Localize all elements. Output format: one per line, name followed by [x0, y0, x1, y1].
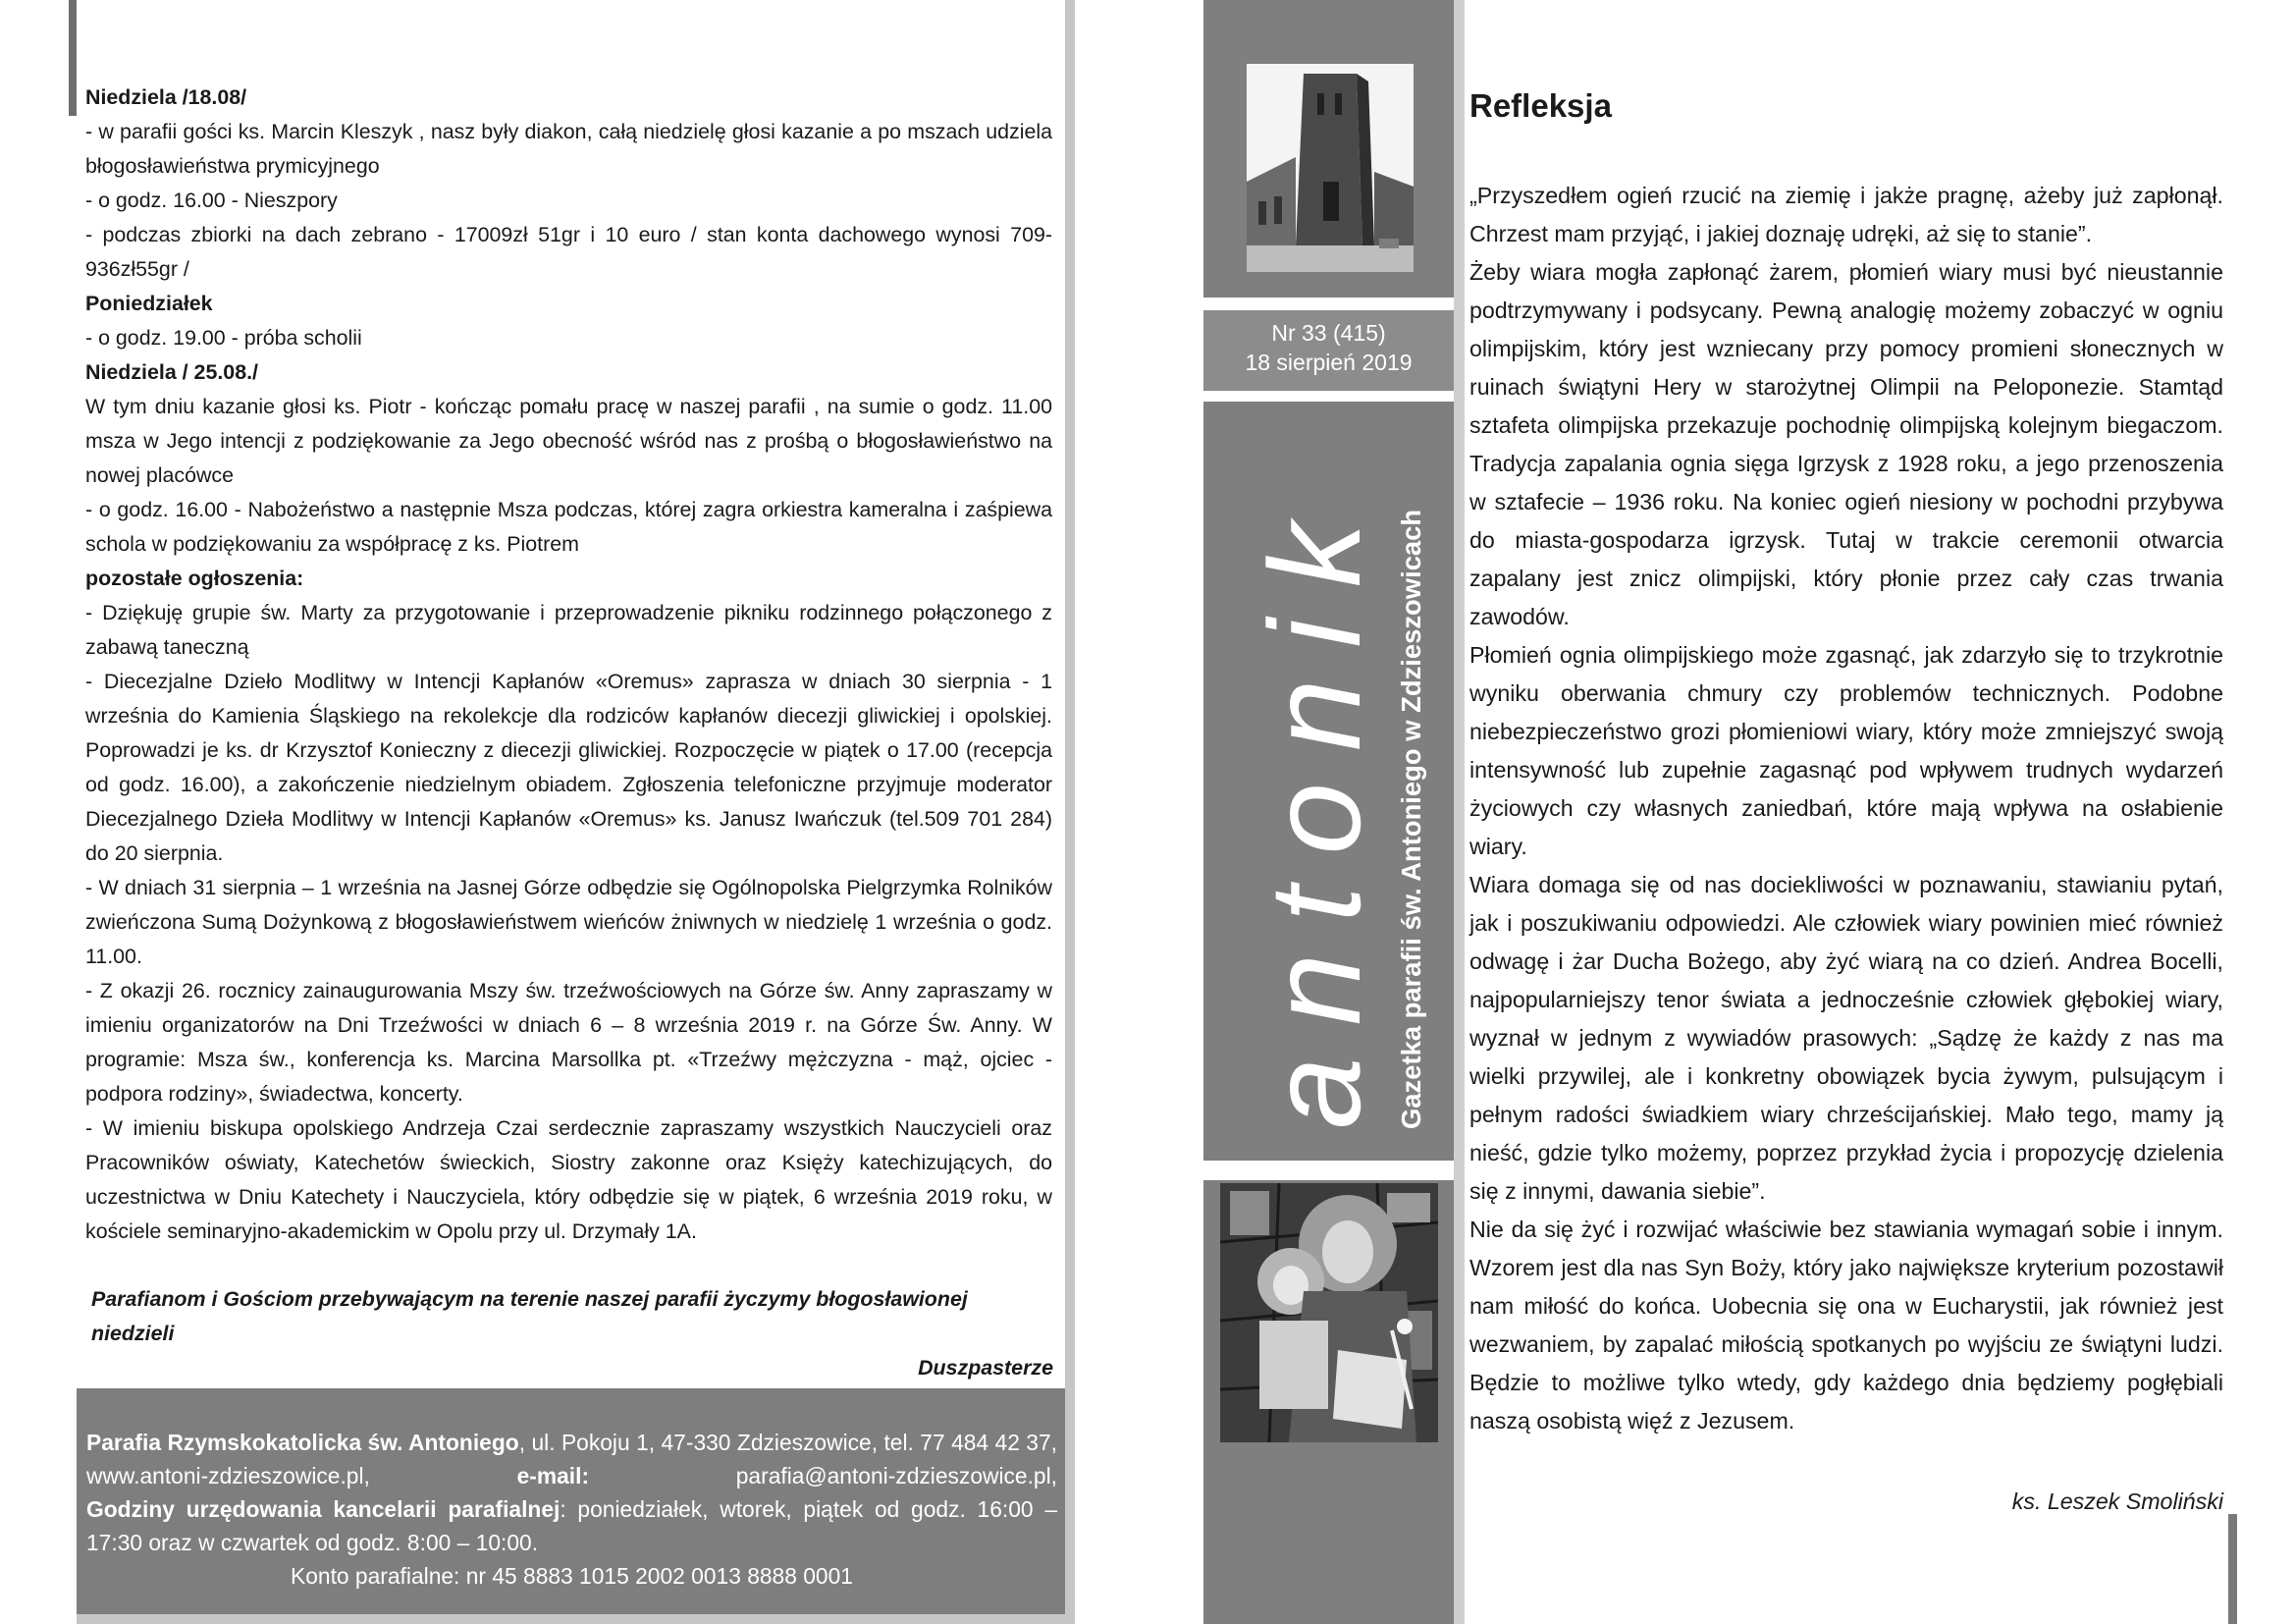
contact-address	[86, 1426, 1057, 1492]
announcement-item: - Z okazji 26. rocznicy zainaugurowania Mszy św. trzeźwościowych na Górze św. Anny zapraszamy w imieniu organizatorów na Dni Trzeźwości w dniach 6 – 8 września 2019 r. na Górze Św. Anny. W programie: Msza św., konferencja ks. Marcina Marsollka pt. «Trzeźwy mężczyzna - mąż, ojciec - podpora rodziny», świadectwa, koncerty.	[85, 979, 1052, 1106]
office-hours-label: Godziny urzędowania kancelarii parafialnej	[86, 1496, 561, 1522]
masthead-subtitle: Gazetka parafii św. Antoniego w Zdzieszowicach	[1396, 509, 1426, 1129]
right-accent-bar	[2228, 1514, 2237, 1624]
announcement-item: - o godz. 16.00 - Nabożeństwo a następnie Msza podczas, której zagra orkiestra kameralna i zaśpiewa schola w podziękowaniu za współpracę z ks. Piotrem	[85, 498, 1052, 556]
office-hours-text: : poniedziałek, wtorek, piątek od godz. 16:00 – 17:30 oraz w czwartek od godz. 8:00 – 10:00.	[86, 1496, 1057, 1555]
masthead-title: antonik	[1243, 491, 1387, 1129]
saint-anthony-image	[1220, 1183, 1438, 1442]
announcement-item: - W dniach 31 sierpnia – 1 września na Jasnej Górze odbędzie się Ogólnopolska Pielgrzymka Rolników zwieńczona Sumą Dożynkową z błogosławieństwem wieńców żniwnych w niedzielę 1 września o godz. 11.00.	[85, 876, 1052, 968]
bank-account: Konto parafialne: nr 45 8883 1015 2002 0013 8888 0001	[291, 1563, 853, 1589]
issue-info	[1203, 310, 1454, 391]
announcement-heading: Niedziela / 25.08./	[85, 360, 258, 384]
announcement-item: - w parafii gości ks. Marcin Kleszyk , nasz były diakon, całą niedzielę głosi kazanie a po mszach udziela błogosławieństwa prymicyjnego	[85, 120, 1052, 178]
reflection-paragraph: Wiara domaga się od nas dociekliwości w poznawaniu, stawianiu pytań, jak i poszukiwaniu odpowiedzi. Ale człowiek wiary powinien mieć również odwagę i żar Ducha Bożego, aby żyć wiarą na co dzień. Andrea Bocelli, najpopularniejszy tenor świata a jednocześnie człowiek głębokiej wiary, wyznał w jednym z wywiadów prasowych: „Sądzę że każdy z nas ma wielki przywilej, ale i konkretny obowiązek bycia żywym, pulsującym i pełnym radości świadkiem wiary chrześcijańskiej. Mało tego, mamy ją nieść, gdzie tylko możemy, poprzez przykład życia i propozycję dzielenia się z innymi, dawania siebie”.	[1469, 872, 2223, 1204]
reflection-author: ks. Leszek Smoliński	[2011, 1489, 2223, 1514]
office-hours	[86, 1492, 1057, 1559]
page-shadow-right	[1065, 0, 1075, 1624]
announcement-heading: pozostałe ogłoszenia:	[85, 567, 304, 590]
announcement-item: - Diecezjalne Dzieło Modlitwy w Intencji Kapłanów «Oremus» zaprasza w dniach 30 sierpnia - 1 września do Kamienia Śląskiego na rekolekcje dla rodziców kapłanów diecezji gliwickiej i opolskiej. Poprowadzi je ks. dr Krzysztof Konieczny z diecezji gliwickiej. Rozpoczęcie w piątek o 17.00 (recepcja od godz. 16.00), a zakończenie niedzielnym obiadem. Zgłoszenia telefoniczne przyjmuje moderator Diecezjalnego Dzieła Modlitwy w Intencji Kapłanów «Oremus» ks. Janusz Iwańczuk (tel.509 701 284) do 20 sierpnia.	[85, 670, 1052, 865]
announcements	[85, 81, 1052, 1249]
signature-pastors: Duszpasterze	[918, 1356, 1053, 1380]
reflection-paragraph: Płomień ognia olimpijskiego może zgasnąć, jak zdarzyło się to trzykrotnie wyniku oberwania chmury czy problemów technicznych. Podobne niebezpieczeństwo grozi płomieniowi wiary, który może zmniejszyć swoją intensywność lub zupełnie zagasnąć pod wpływem trudnych wydarzeń życiowych czy własnych zaniedbań, które mają wpływa na osłabienie wiary.	[1469, 642, 2223, 859]
reflection-paragraph: „Przyszedłem ogień rzucić na ziemię i jakże pragnę, ażeby już zapłonął. Chrzest mam przyjąć, i jakiej doznaję udręki, aż się to stanie”.	[1469, 183, 2223, 246]
reflection-paragraph: Żeby wiara mogła zapłonąć żarem, płomień wiary musi być nieustannie podtrzymywany i podsycany. Pewną analogię możemy zobaczyć w ogniu olimpijskim, który jest wzniecany przy pomocy promieni słonecznych w ruinach świątyni Hery w starożytnej Olimpii na Peloponezie. Stamtąd sztafeta olimpijska przekazuje pochodnię olimpijską kolejnym biegaczom. Tradycja zapalania ognia sięga Igrzysk z 1928 roku, a jego przenoszenia w sztafecie – 1936 roku. Na koniec ogień niesiony w pochodni przybywa do miasta-gospodarza igrzysk. Tutaj w trakcie ceremonii otwarcia zapalany jest znicz olimpijski, który płonie przez cały czas trwania zawodów.	[1469, 259, 2223, 629]
email-label: e-mail:	[516, 1463, 590, 1489]
announcement-item: W tym dniu kazanie głosi ks. Piotr - kończąc pomału pracę w naszej parafii , na sumie o godz. 11.00 msza w Jego intencji z podziękowanie za Jego obecność wśród nas z prośbą o błogosławieństwo na nowej placówce	[85, 395, 1052, 487]
announcement-item: - o godz. 19.00 - próba scholii	[85, 326, 362, 350]
parish-name: Parafia Rzymskokatolicka św. Antoniego	[86, 1430, 519, 1455]
church-icon	[1247, 64, 1414, 272]
masthead-divider	[1203, 391, 1454, 402]
announcement-item: - Dziękuję grupie św. Marty za przygotowanie i przeprowadzenie pikniku rodzinnego połączonego z zabawą taneczną	[85, 601, 1052, 659]
issue-date: 18 sierpień 2019	[1245, 350, 1413, 375]
parish-address: , ul. Pokoju 1, 47-330 Zdzieszowice, tel. 77 484 42 37, www.antoni-zdzieszowice.pl,	[86, 1430, 1057, 1489]
contact-box	[77, 1388, 1065, 1614]
page-shadow-bottom	[77, 1614, 1075, 1624]
masthead-divider	[1203, 298, 1454, 310]
masthead-divider	[1203, 1161, 1454, 1180]
left-accent-bar	[69, 0, 77, 116]
church-photo	[1247, 64, 1414, 272]
announcement-item: - podczas zbiorki na dach zebrano - 17009zł 51gr i 10 euro / stan konta dachowego wynosi 709-936zł55gr /	[85, 223, 1052, 281]
reflection-text	[1469, 177, 2223, 1440]
announcement-heading: Poniedziałek	[85, 292, 213, 315]
announcement-item: - W imieniu biskupa opolskiego Andrzeja Czai serdecznie zapraszamy wszystkich Nauczycieli oraz Pracowników oświaty, Katechetów świeckich, Siostry zakonne oraz Księży katechizujących, do uczestnictwa w Dniu Katechety i Nauczyciela, który odbędzie się w piątek, 6 września 2019 roku, w kościele seminaryjno-akademickim w Opolu przy ul. Drzymały 1A.	[85, 1116, 1052, 1243]
sunday-wishes: Parafianom i Gościom przebywającym na terenie naszej parafii życzymy błogosławionej niedzieli	[91, 1287, 968, 1345]
divider-bar	[1454, 0, 1465, 1624]
issue-number: Nr 33 (415)	[1271, 320, 1386, 346]
stained-glass-icon	[1220, 1183, 1438, 1442]
announcement-item: - o godz. 16.00 - Nieszpory	[85, 189, 338, 212]
reflection-title: Refleksja	[1469, 87, 1612, 124]
reflection-paragraph: Nie da się żyć i rozwijać właściwie bez stawiania wymagań sobie i innym. Wzorem jest dla nas Syn Boży, który jako największe kryterium pozostawił nam miłość do końca. Uobecnia się ona w Eucharystii, jak również jest wezwaniem, by zapalać miłością spotkanych po wyjściu ze świątyni ludzi. Będzie to możliwe tylko wtedy, gdy każdego dnia będziemy pogłębiali naszą osobistą więź z Jezusem.	[1469, 1217, 2223, 1434]
parish-email: parafia@antoni-zdzieszowice.pl,	[589, 1463, 1058, 1489]
announcement-heading: Niedziela /18.08/	[85, 85, 247, 109]
